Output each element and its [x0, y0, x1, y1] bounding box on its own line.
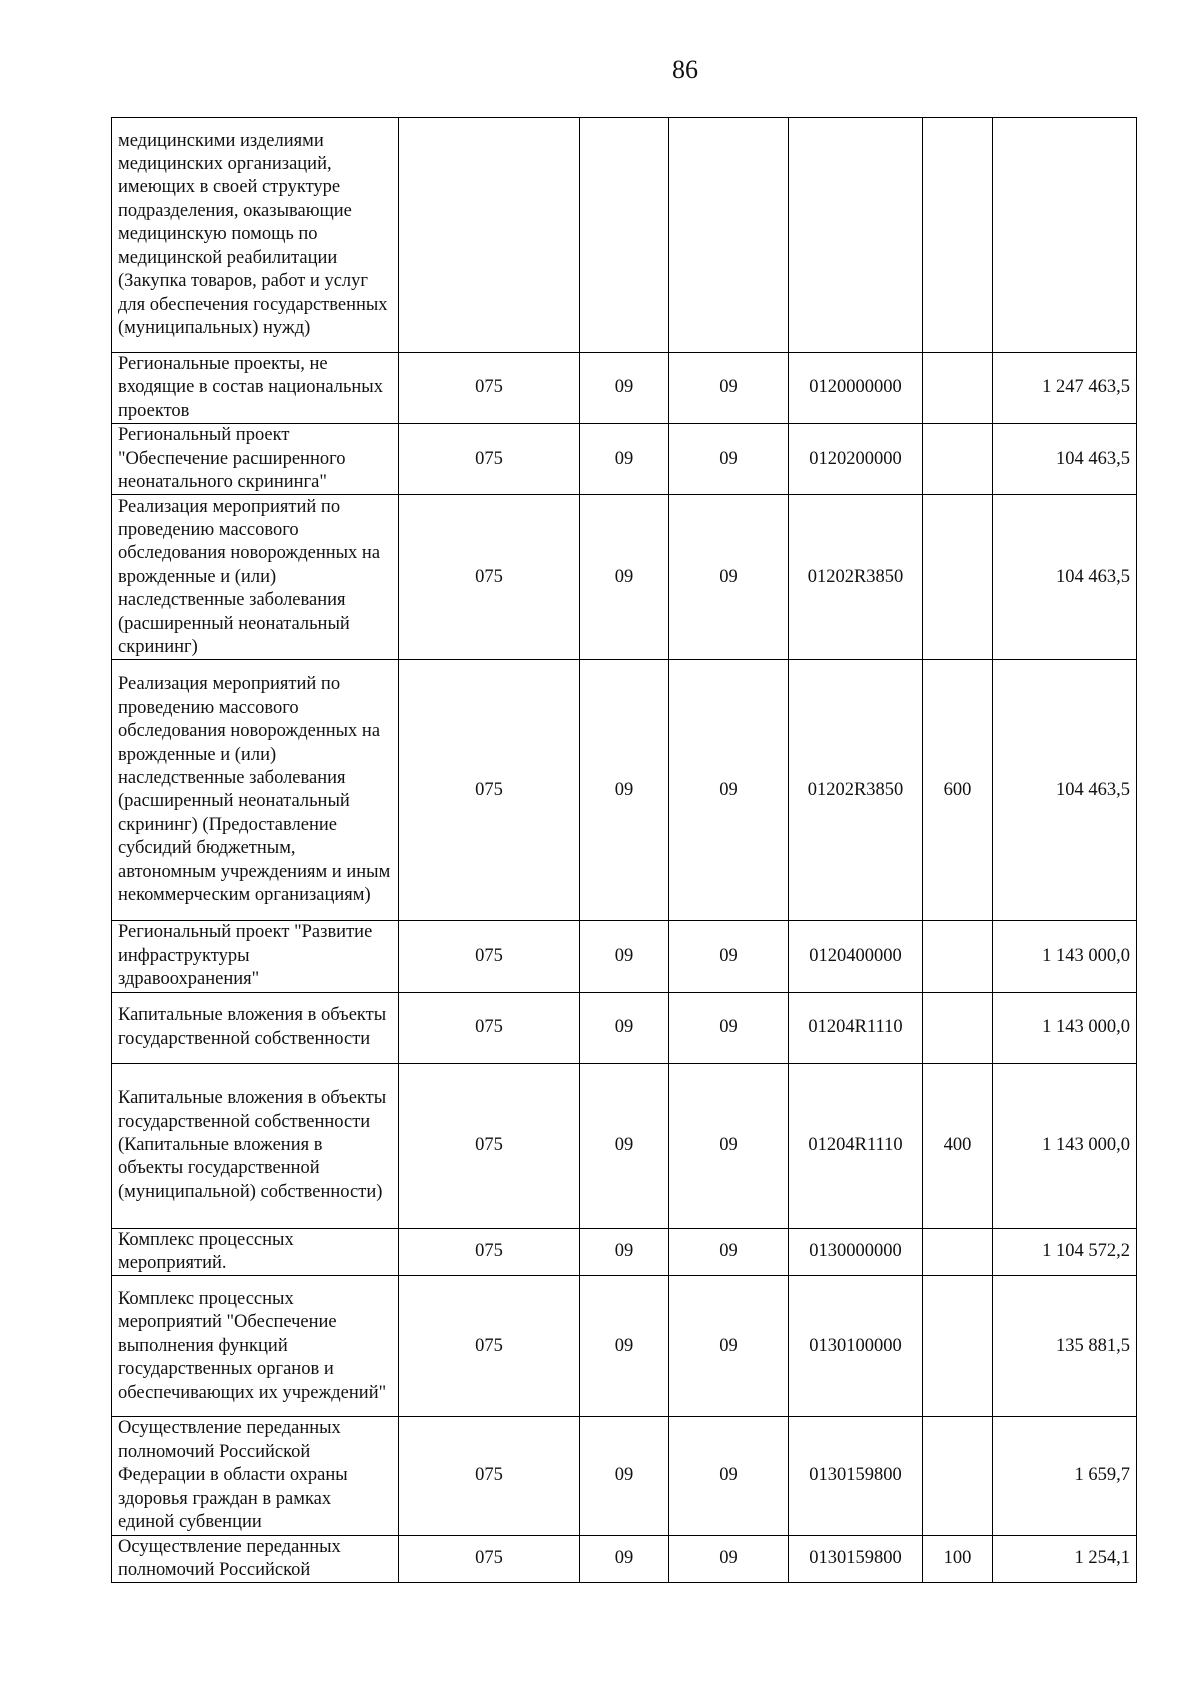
subsection-code: 09	[669, 921, 789, 992]
section-code: 09	[580, 495, 669, 660]
amount: 104 463,5	[993, 424, 1137, 495]
page-number: 86	[672, 55, 698, 84]
subsection-code: 09	[669, 1417, 789, 1535]
target-article: 01202R3850	[789, 660, 923, 921]
ministry-code: 075	[399, 1276, 580, 1417]
ministry-code: 075	[399, 1063, 580, 1228]
item-name: Региональные проекты, не входящие в состав национальных проектов	[112, 353, 399, 424]
budget-table	[111, 117, 1137, 1583]
table-row	[112, 1276, 1137, 1417]
amount: 1 659,7	[993, 1417, 1137, 1535]
section-code	[580, 118, 669, 353]
target-article: 01202R3850	[789, 495, 923, 660]
expense-type	[923, 992, 993, 1063]
amount: 104 463,5	[993, 495, 1137, 660]
table-row	[112, 495, 1137, 660]
target-article: 0120200000	[789, 424, 923, 495]
section-code: 09	[580, 353, 669, 424]
target-article: 01204R1110	[789, 1063, 923, 1228]
amount: 1 143 000,0	[993, 921, 1137, 992]
table-row	[112, 660, 1137, 921]
expense-type	[923, 118, 993, 353]
amount: 1 143 000,0	[993, 992, 1137, 1063]
expense-type: 400	[923, 1063, 993, 1228]
table-row	[112, 353, 1137, 424]
table-row	[112, 118, 1137, 353]
expense-type	[923, 1276, 993, 1417]
expense-type	[923, 495, 993, 660]
ministry-code: 075	[399, 660, 580, 921]
target-article: 0120000000	[789, 353, 923, 424]
section-code: 09	[580, 1228, 669, 1276]
item-name: Комплекс процессных мероприятий.	[112, 1228, 399, 1276]
item-name: Осуществление переданных полномочий Российской	[112, 1535, 399, 1583]
section-code: 09	[580, 1063, 669, 1228]
expense-type	[923, 1417, 993, 1535]
subsection-code: 09	[669, 424, 789, 495]
section-code: 09	[580, 1417, 669, 1535]
item-name: Реализация мероприятий по проведению массового обследования новорожденных на врожденные и (или) наследственные заболевания (расширенный неонатальный скрининг)	[112, 495, 399, 660]
ministry-code: 075	[399, 1535, 580, 1583]
item-name: Реализация мероприятий по проведению массового обследования новорожденных на врожденные и (или) наследственные заболевания (расширенный неонатальный скрининг) (Предоставление субсидий бюджетным, автономным учреждениям и иным некоммерческим организациям)	[112, 660, 399, 921]
target-article: 0130000000	[789, 1228, 923, 1276]
amount: 135 881,5	[993, 1276, 1137, 1417]
expense-type: 100	[923, 1535, 993, 1583]
subsection-code: 09	[669, 660, 789, 921]
subsection-code	[669, 118, 789, 353]
ministry-code: 075	[399, 992, 580, 1063]
expense-type	[923, 424, 993, 495]
table-row	[112, 921, 1137, 992]
ministry-code: 075	[399, 495, 580, 660]
target-article: 01204R1110	[789, 992, 923, 1063]
subsection-code: 09	[669, 1276, 789, 1417]
target-article: 0130159800	[789, 1535, 923, 1583]
item-name: медицинскими изделиями медицинских организаций, имеющих в своей структуре подразделения, оказывающие медицинскую помощь по медицинской реабилитации (Закупка товаров, работ и услуг для обеспечения государственных (муниципальных) нужд)	[112, 118, 399, 353]
amount: 1 143 000,0	[993, 1063, 1137, 1228]
target-article: 0130100000	[789, 1276, 923, 1417]
subsection-code: 09	[669, 1228, 789, 1276]
subsection-code: 09	[669, 495, 789, 660]
section-code: 09	[580, 992, 669, 1063]
expense-type	[923, 921, 993, 992]
section-code: 09	[580, 1535, 669, 1583]
table-body	[112, 118, 1137, 1583]
section-code: 09	[580, 921, 669, 992]
item-name: Осуществление переданных полномочий Российской Федерации в области охраны здоровья граждан в рамках единой субвенции	[112, 1417, 399, 1535]
section-code: 09	[580, 1276, 669, 1417]
subsection-code: 09	[669, 992, 789, 1063]
subsection-code: 09	[669, 353, 789, 424]
ministry-code: 075	[399, 1417, 580, 1535]
ministry-code: 075	[399, 424, 580, 495]
subsection-code: 09	[669, 1535, 789, 1583]
ministry-code: 075	[399, 1228, 580, 1276]
expense-type: 600	[923, 660, 993, 921]
target-article: 0130159800	[789, 1417, 923, 1535]
table-row	[112, 424, 1137, 495]
section-code: 09	[580, 424, 669, 495]
item-name: Региональный проект "Развитие инфраструктуры здравоохранения"	[112, 921, 399, 992]
table-row	[112, 1228, 1137, 1276]
item-name: Комплекс процессных мероприятий "Обеспечение выполнения функций государственных органов и обеспечивающих их учреждений"	[112, 1276, 399, 1417]
item-name: Региональный проект "Обеспечение расширенного неонатального скрининга"	[112, 424, 399, 495]
section-code: 09	[580, 660, 669, 921]
amount: 1 254,1	[993, 1535, 1137, 1583]
ministry-code	[399, 118, 580, 353]
amount: 1 247 463,5	[993, 353, 1137, 424]
amount: 1 104 572,2	[993, 1228, 1137, 1276]
ministry-code: 075	[399, 353, 580, 424]
expense-type	[923, 1228, 993, 1276]
ministry-code: 075	[399, 921, 580, 992]
item-name: Капитальные вложения в объекты государственной собственности	[112, 992, 399, 1063]
subsection-code: 09	[669, 1063, 789, 1228]
target-article: 0120400000	[789, 921, 923, 992]
table-row	[112, 1063, 1137, 1228]
item-name: Капитальные вложения в объекты государственной собственности (Капитальные вложения в объекты государственной (муниципальной) собственности)	[112, 1063, 399, 1228]
table-row	[112, 1535, 1137, 1583]
target-article	[789, 118, 923, 353]
amount	[993, 118, 1137, 353]
table-row	[112, 1417, 1137, 1535]
table-row	[112, 992, 1137, 1063]
expense-type	[923, 353, 993, 424]
amount: 104 463,5	[993, 660, 1137, 921]
